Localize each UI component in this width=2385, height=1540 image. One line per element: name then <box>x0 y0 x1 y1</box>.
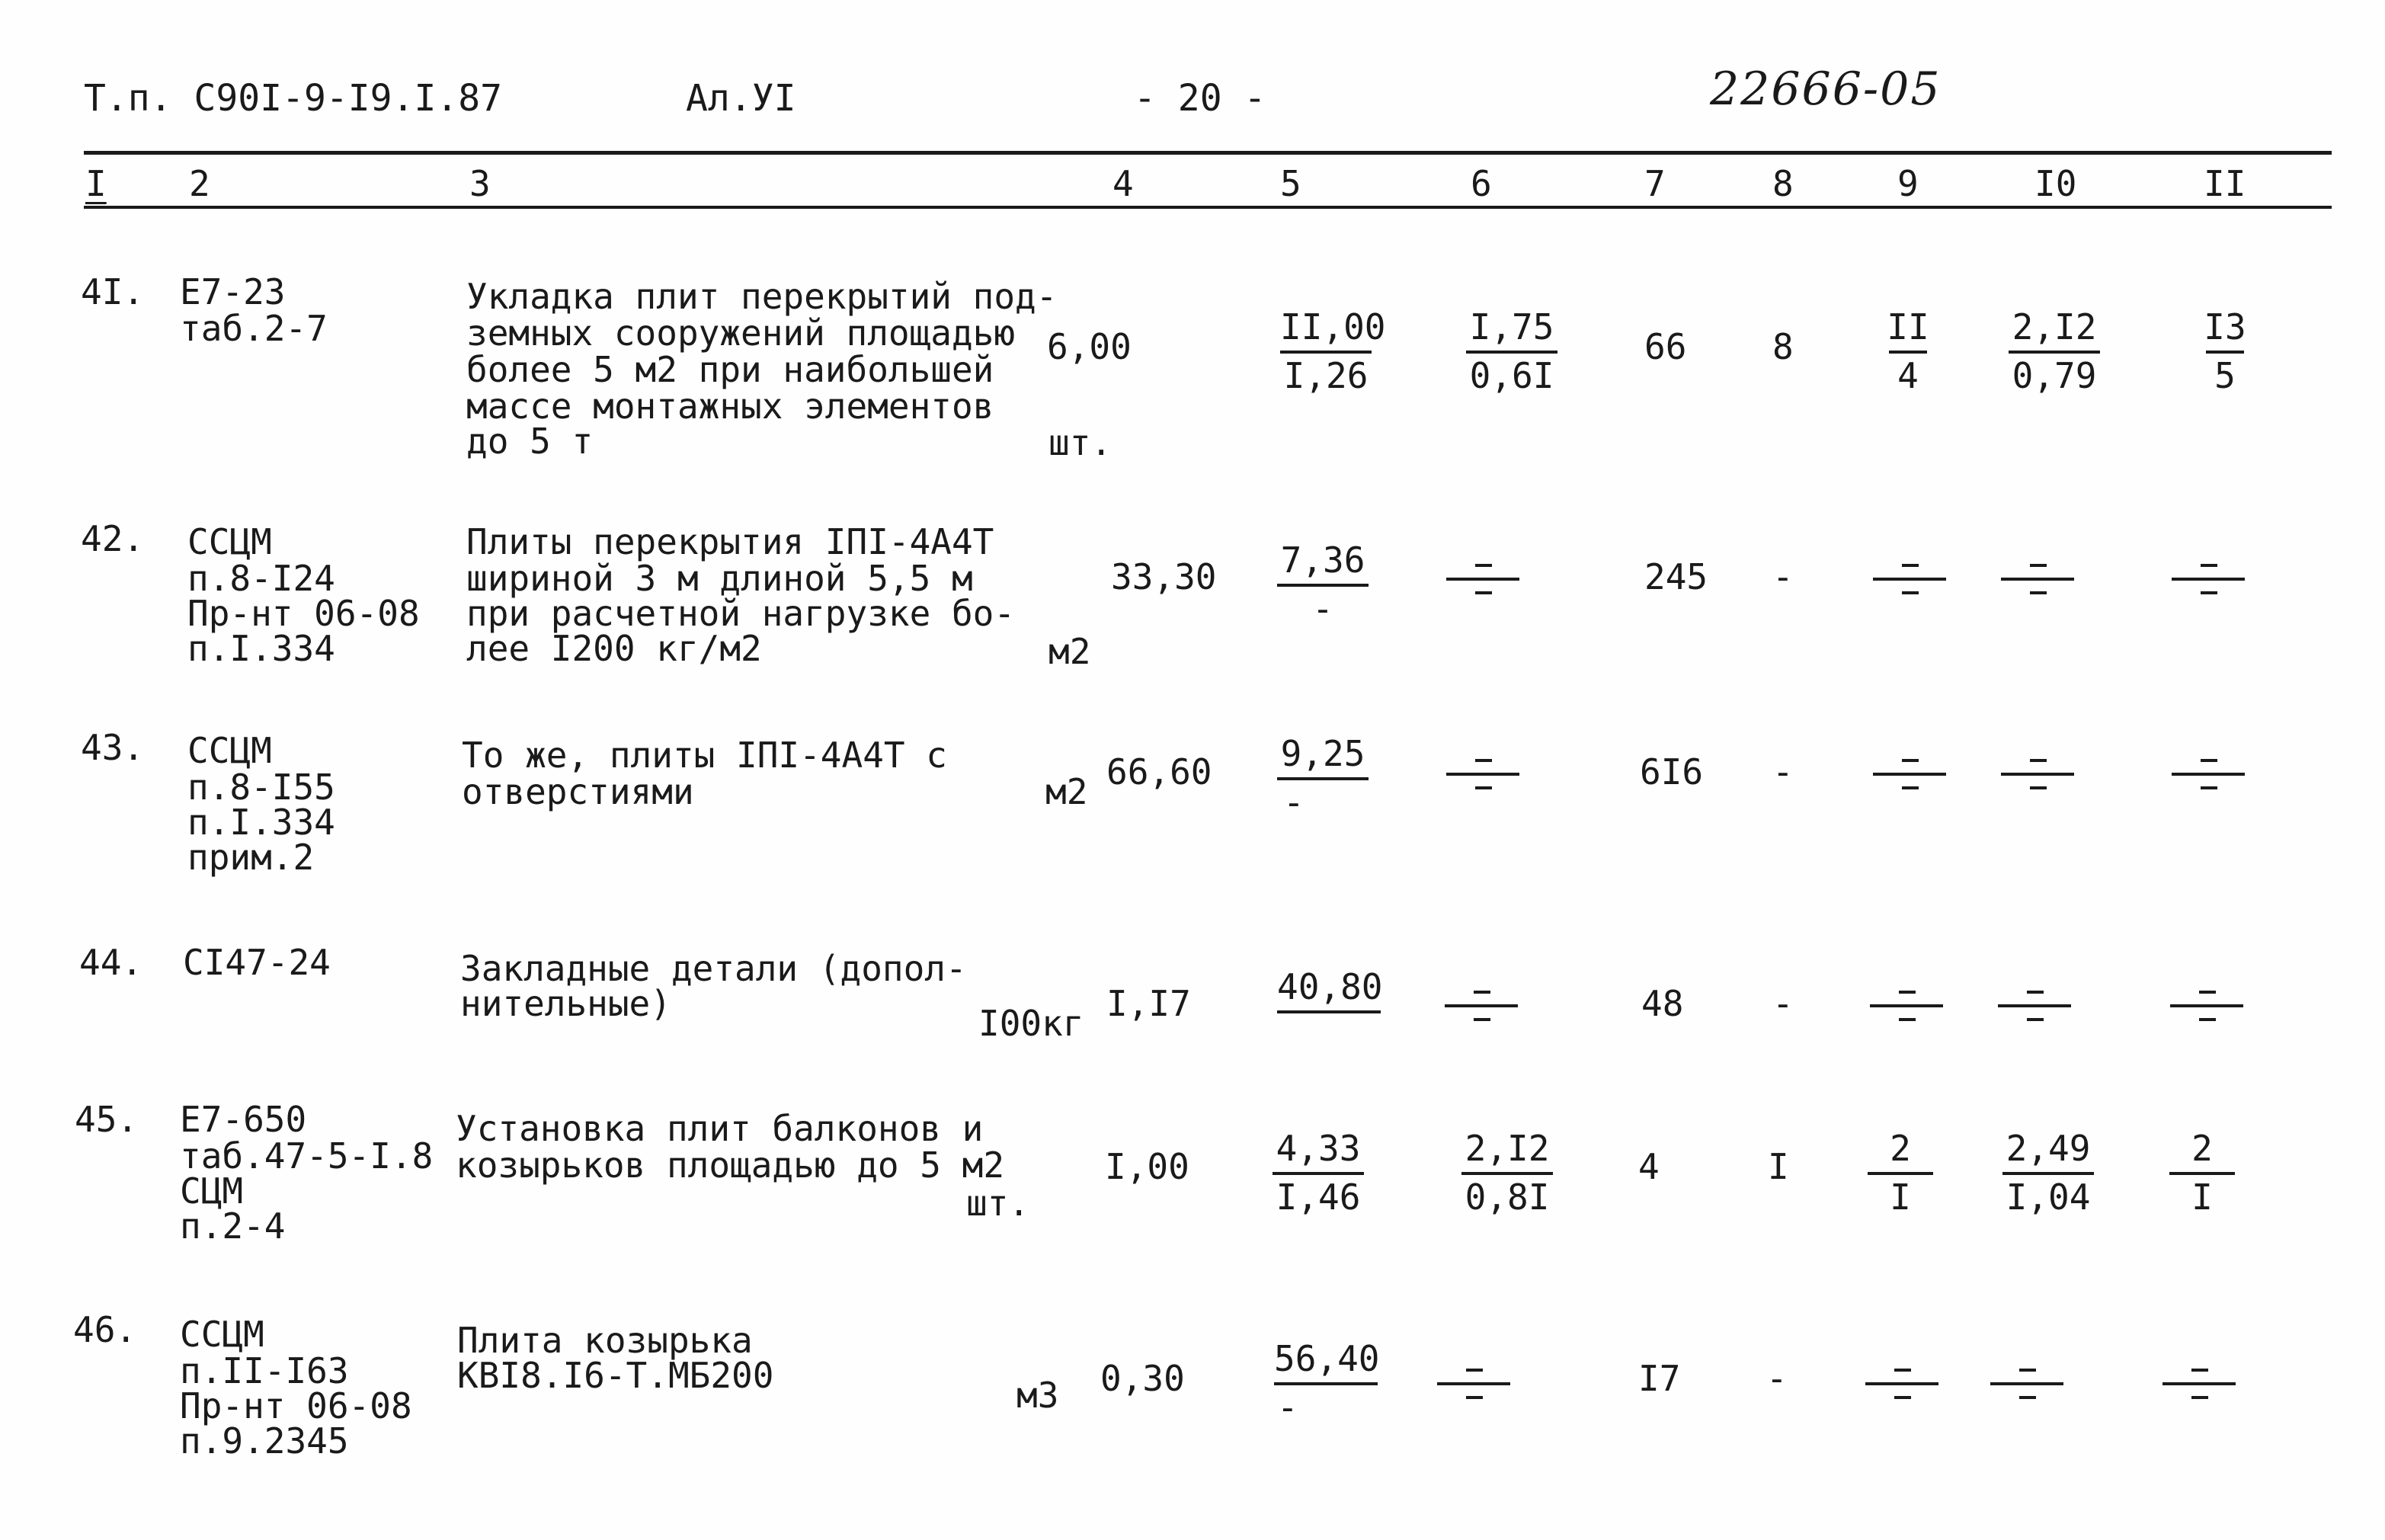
unit: шт. <box>966 1183 1030 1224</box>
work-description: нительные) <box>460 983 671 1024</box>
norm-code: СI47-24 <box>183 942 331 983</box>
norm-code: п.8-I55 <box>187 767 335 808</box>
col7-value: 48 <box>1641 983 1684 1024</box>
work-description: земных сооружений площадью <box>466 312 1016 354</box>
col10-value: 2,I2 0,79 <box>2009 308 2100 395</box>
norm-code: прим.2 <box>187 837 315 878</box>
work-description: до 5 т <box>466 421 594 462</box>
col6-dash <box>1445 991 1518 1023</box>
norm-code: ССЦМ <box>180 1314 264 1355</box>
norm-code: ССЦМ <box>187 521 272 562</box>
row-number: 4I. <box>81 271 145 312</box>
norm-code: п.9.2345 <box>180 1420 349 1462</box>
work-description: шириной 3 м длиной 5,5 м <box>466 558 973 599</box>
page-number: - 20 - <box>1134 77 1266 120</box>
work-description: массе монтажных элементов <box>466 386 994 427</box>
norm-code: п.8-I24 <box>187 558 335 599</box>
column-number: 2 <box>189 163 210 204</box>
col6-dash <box>1446 564 1519 596</box>
column-number: 8 <box>1772 163 1794 204</box>
col7-value: 245 <box>1644 556 1708 597</box>
work-description: при расчетной нагрузке бо- <box>466 593 1016 634</box>
doc-code: Т.п. С90I-9-I9.I.87 <box>84 77 503 120</box>
row-number: 46. <box>73 1309 137 1350</box>
album-number: Ал.УI <box>686 77 796 120</box>
column-number: 4 <box>1112 163 1134 204</box>
col6-dash <box>1446 759 1519 791</box>
col10-dash <box>1998 991 2071 1023</box>
work-description: Укладка плит перекрытий под- <box>466 276 1058 317</box>
col6-dash <box>1437 1369 1510 1401</box>
norm-code: таб.2-7 <box>180 308 328 349</box>
col9-dash <box>1865 1369 1938 1401</box>
work-description: То же, плиты IПI-4А4Т с <box>462 735 947 776</box>
col7-value: 6I6 <box>1640 751 1704 792</box>
column-number: 6 <box>1471 163 1492 204</box>
norm-code: п.I.334 <box>187 628 335 669</box>
column-number: 9 <box>1897 163 1919 204</box>
work-description: Плиты перекрытия IПI-4А4Т <box>466 521 994 562</box>
row-number: 45. <box>75 1099 139 1140</box>
norm-code: Е7-23 <box>180 271 286 312</box>
col5-value: II,00 I,26 <box>1280 306 1386 396</box>
column-number: II <box>2204 163 2246 204</box>
col10-value: 2,49 I,04 <box>2002 1129 2094 1216</box>
unit: м3 <box>1016 1375 1059 1416</box>
inventory-number: 22666-05 <box>1710 62 1942 116</box>
col8-value: - <box>1772 983 1794 1024</box>
work-description: более 5 м2 при наибольшей <box>466 349 994 390</box>
col6-value: 2,I2 0,8I <box>1461 1129 1553 1216</box>
norm-code: таб.47-5-I.8 <box>180 1135 434 1177</box>
unit: м2 <box>1048 631 1091 672</box>
work-description: Закладные детали (допол- <box>460 948 967 989</box>
quantity: 66,60 <box>1106 751 1212 792</box>
col8-value: - <box>1772 556 1794 597</box>
col11-value: I3 5 <box>2204 306 2246 396</box>
quantity: 33,30 <box>1111 556 1217 597</box>
col11-dash <box>2172 759 2245 791</box>
header-bottom-rule <box>84 206 2332 209</box>
col8-value: - <box>1766 1358 1788 1399</box>
column-number: 5 <box>1280 163 1301 204</box>
col10-dash <box>2001 759 2074 791</box>
col7-value: 66 <box>1644 326 1687 367</box>
col10-dash <box>1990 1369 2063 1401</box>
work-description: отверстиями <box>462 771 694 812</box>
col9-value: 2 I <box>1855 1129 1946 1216</box>
unit: м2 <box>1045 771 1088 812</box>
col9-dash <box>1873 759 1946 791</box>
norm-code: Е7-650 <box>180 1099 307 1140</box>
norm-code: ССЦМ <box>187 730 272 771</box>
col8-value: 8 <box>1772 326 1794 367</box>
work-description: КВI8.I6-Т.МБ200 <box>457 1355 774 1396</box>
col11-dash <box>2163 1369 2236 1401</box>
norm-code: Пр-нт 06-08 <box>187 593 420 634</box>
col5-value: 40,80 <box>1277 968 1369 1055</box>
row-number: 42. <box>81 518 145 559</box>
col5-value: 4,33 I,46 <box>1273 1129 1364 1216</box>
column-number: 7 <box>1644 163 1666 204</box>
column-number: I <box>85 163 107 204</box>
header-top-rule <box>84 151 2332 155</box>
norm-code: Пр-нт 06-08 <box>180 1385 412 1426</box>
col8-value: I <box>1768 1146 1789 1187</box>
row-number: 43. <box>81 727 145 768</box>
col6-value: I,75 0,6I <box>1466 308 1557 395</box>
col7-value: 4 <box>1638 1146 1660 1187</box>
unit: шт. <box>1048 422 1112 463</box>
col8-value: - <box>1772 751 1794 792</box>
quantity: 0,30 <box>1100 1358 1185 1399</box>
norm-code: СЦМ <box>180 1170 244 1212</box>
quantity: 6,00 <box>1047 326 1132 367</box>
norm-code: п.I.334 <box>187 802 335 843</box>
work-description: козырьков площадью до 5 м2 <box>456 1145 1005 1186</box>
col5-value: 9,25 - <box>1277 735 1369 821</box>
col5-value: 7,36 - <box>1277 541 1369 628</box>
col9-value: II 4 <box>1887 306 1929 396</box>
col11-dash <box>2170 991 2243 1023</box>
unit: I00кг <box>978 1003 1084 1044</box>
row-number: 44. <box>79 942 143 983</box>
work-description: Установка плит балконов и <box>456 1108 984 1149</box>
column-number: I0 <box>2034 163 2077 204</box>
work-description: лее I200 кг/м2 <box>466 628 762 669</box>
col5-value: 56,40 - <box>1274 1338 1380 1428</box>
norm-code: п.2-4 <box>180 1205 286 1247</box>
quantity: I,00 <box>1105 1146 1189 1187</box>
col7-value: I7 <box>1638 1358 1681 1399</box>
work-description: Плита козырька <box>457 1320 753 1361</box>
col11-value: 2 I <box>2156 1129 2248 1216</box>
col10-dash <box>2001 564 2074 596</box>
col9-dash <box>1873 564 1946 596</box>
col11-dash <box>2172 564 2245 596</box>
quantity: I,I7 <box>1106 983 1191 1024</box>
norm-code: п.II-I63 <box>180 1350 349 1391</box>
column-number: 3 <box>469 163 491 204</box>
col9-dash <box>1870 991 1943 1023</box>
